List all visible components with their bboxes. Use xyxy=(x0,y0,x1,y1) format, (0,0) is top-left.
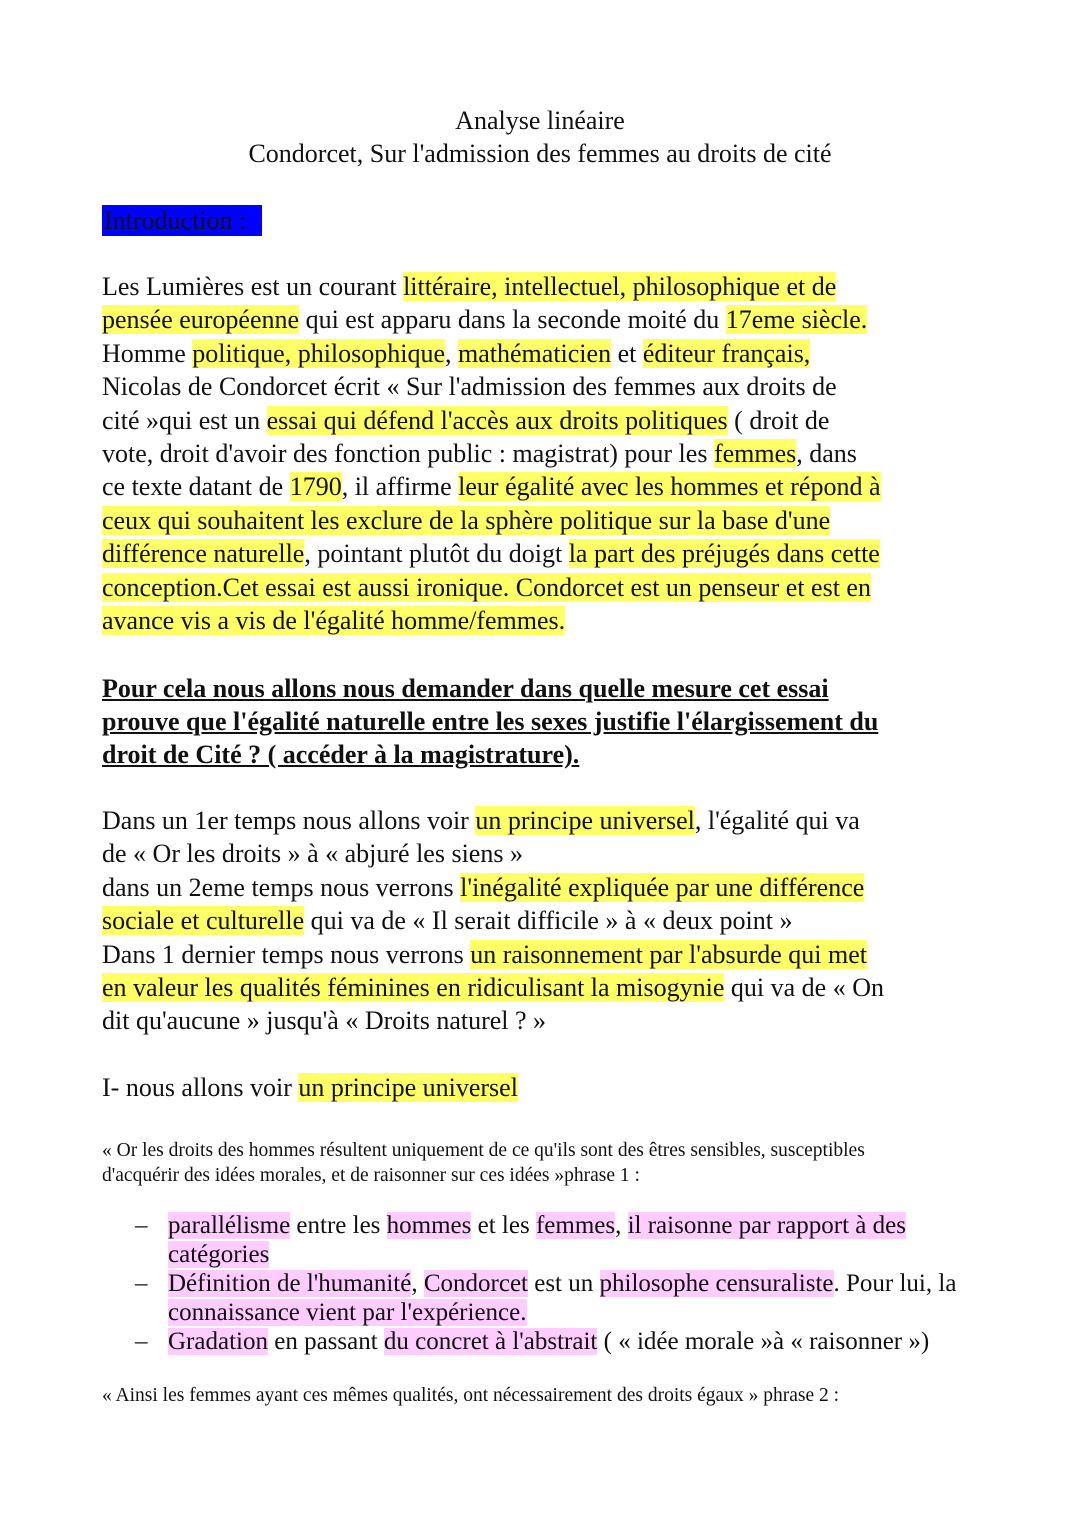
plan-paragraph xyxy=(102,804,982,1038)
text-line: conception.Cet essai est aussi ironique. Condorcet est un penseur et est en xyxy=(102,572,871,602)
text-line: en valeur les qualités féminines en ridiculisant la misogynie qui va de « On xyxy=(102,973,884,1003)
bullet-dash: – xyxy=(135,1328,148,1355)
text-line: Nicolas de Condorcet écrit « Sur l'admission des femmes aux droits de xyxy=(102,372,837,402)
introduction-heading: Introduction : xyxy=(102,205,262,236)
quote-phrase-1 xyxy=(102,1139,865,1188)
text-line: d'acquérir des idées morales, et de raisonner sur ces idées »phrase 1 : xyxy=(102,1164,640,1186)
introduction-paragraph xyxy=(102,270,982,637)
text-line: Dans un 1er temps nous allons voir un principe universel, l'égalité qui va xyxy=(102,806,860,835)
document-subtitle: Condorcet, Sur l'admission des femmes au droits de cité xyxy=(248,139,832,168)
text-line: vote, droit d'avoir des fonction public : magistrat) pour les femmes, dans xyxy=(102,439,857,469)
text-line: parallélisme entre les hommes et les femmes, il raisonne par rapport à des xyxy=(168,1212,906,1239)
bullet-dash: – xyxy=(135,1270,148,1297)
quote-phrase-2: « Ainsi les femmes ayant ces mêmes qualités, ont nécessairement des droits égaux » phrase 2 : xyxy=(102,1385,840,1406)
text-line: « Or les droits des hommes résultent uniquement de ce qu'ils sont des êtres sensibles, susceptibles xyxy=(102,1140,865,1161)
bullet-dash: – xyxy=(135,1212,148,1239)
text-line: cité »qui est un essai qui défend l'accès aux droits politiques ( droit de xyxy=(102,405,830,435)
text-line: pensée européenne qui est apparu dans la seconde moité du 17eme siècle. xyxy=(102,305,868,335)
text-line: avance vis a vis de l'égalité homme/femmes. xyxy=(102,606,566,636)
document-title: Analyse linéaire xyxy=(455,106,625,135)
bullet-list xyxy=(135,1211,995,1356)
list-item xyxy=(135,1211,995,1269)
text-line: Les Lumières est un courant littéraire, intellectuel, philosophique et de xyxy=(102,272,837,301)
list-item xyxy=(135,1327,995,1356)
text-line: Définition de l'humanité, Condorcet est un philosophe censuraliste. Pour lui, la xyxy=(168,1270,957,1297)
problematique xyxy=(102,672,982,771)
text-line: catégories xyxy=(168,1241,270,1268)
text-line: Pour cela nous allons nous demander dans quelle mesure cet essai xyxy=(102,674,829,703)
text-line: différence naturelle, pointant plutôt du doigt la part des préjugés dans cette xyxy=(102,539,880,569)
text-line: Homme politique, philosophique, mathématicien et éditeur français, xyxy=(102,338,811,368)
text-line: droit de Cité ? ( accéder à la magistrature). xyxy=(102,740,580,769)
text-line: connaissance vient par l'expérience. xyxy=(168,1299,527,1326)
text-line: dans un 2eme temps nous verrons l'inégalité expliquée par une différence xyxy=(102,872,865,902)
text-line: dit qu'aucune » jusqu'à « Droits naturel ? » xyxy=(102,1006,547,1036)
text-line: prouve que l'égalité naturelle entre les sexes justifie l'élargissement du xyxy=(102,707,879,736)
text-line: de « Or les droits » à « abjuré les siens » xyxy=(102,839,523,869)
text-line: sociale et culturelle qui va de « Il serait difficile » à « deux point » xyxy=(102,906,793,936)
text-line: Dans 1 dernier temps nous verrons un raisonnement par l'absurde qui met xyxy=(102,939,868,969)
text-line: ceux qui souhaitent les exclure de la sphère politique sur la base d'une xyxy=(102,505,831,535)
text-line: ce texte datant de 1790, il affirme leur égalité avec les hommes et répond à xyxy=(102,472,881,502)
list-item xyxy=(135,1269,995,1327)
section-heading: I- nous allons voir un principe universel xyxy=(102,1073,518,1102)
text-line: Gradation en passant du concret à l'abstrait ( « idée morale »à « raisonner ») xyxy=(168,1328,930,1355)
